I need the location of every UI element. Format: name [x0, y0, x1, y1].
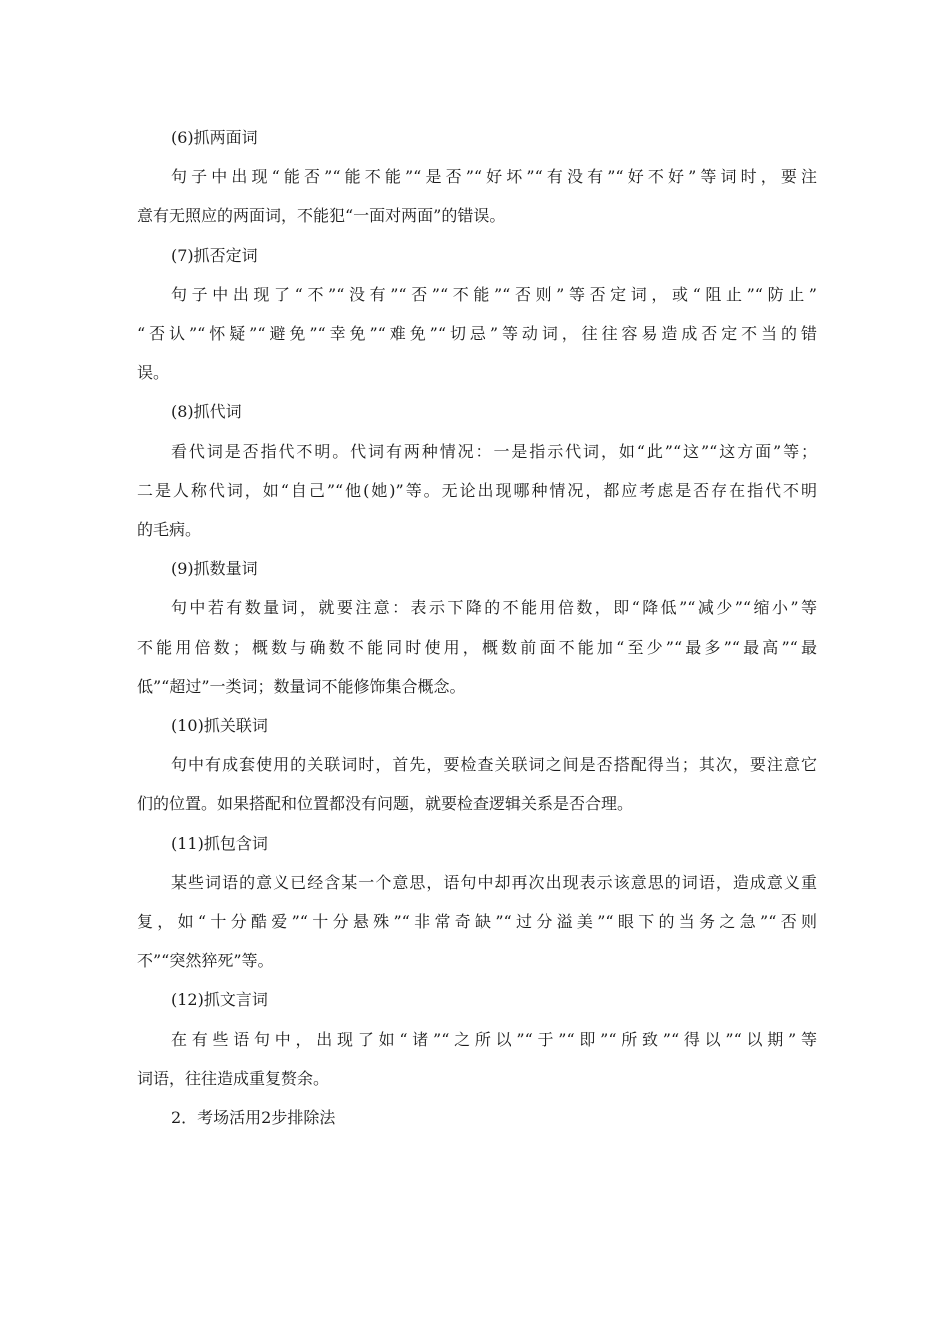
paragraph-line: 复，如“十分酷爱”“十分悬殊”“非常奇缺”“过分溢美”“眼下的当务之急”“否则: [137, 912, 817, 932]
section-heading-7: (7)抓否定词: [171, 245, 258, 265]
section-heading-9: (9)抓数量词: [171, 559, 258, 579]
paragraph-line: 句子中出现“能否”“能不能”“是否”“好坏”“有没有”“好不好”等词时，要注: [171, 167, 817, 187]
paragraph-line: 看代词是否指代不明。代词有两种情况：一是指示代词，如“此”“这”“这方面”等；: [171, 441, 817, 461]
paragraph-line: 句中若有数量词，就要注意：表示下降的不能用倍数，即“降低”“减少”“缩小”等: [171, 598, 817, 618]
paragraph-line: 们的位置。如果搭配和位置都没有问题，就要检查逻辑关系是否合理。: [137, 794, 634, 814]
paragraph-line: 句中有成套使用的关联词时，首先，要检查关联词之间是否搭配得当；其次，要注意它: [171, 755, 817, 775]
paragraph-line: 低”“超过”一类词；数量词不能修饰集合概念。: [137, 676, 466, 696]
paragraph-line: 某些词语的意义已经含某一个意思，语句中却再次出现表示该意思的词语，造成意义重: [171, 872, 817, 892]
paragraph-line: 不能用倍数；概数与确数不能同时使用，概数前面不能加“至少”“最多”“最高”“最: [137, 637, 817, 657]
section-heading-10: (10)抓关联词: [171, 716, 268, 736]
section-heading-6: (6)抓两面词: [171, 128, 258, 147]
section-heading-8: (8)抓代词: [171, 402, 242, 422]
paragraph-line: 在有些语句中，出现了如“诸”“之所以”“于”“即”“所致”“得以”“以期”等: [171, 1029, 817, 1049]
paragraph-line: “否认”“怀疑”“避免”“幸免”“难免”“切忌”等动词，往往容易造成否定不当的错: [137, 324, 817, 344]
paragraph-line: 不”“突然猝死”等。: [137, 951, 274, 971]
paragraph-line: 二是人称代词，如“自己”“他(她)”等。无论出现哪种情况，都应考虑是否存在指代不明: [137, 480, 817, 500]
section-heading-11: (11)抓包含词: [171, 833, 268, 853]
method-heading: 2．考场活用2步排除法: [171, 1108, 336, 1128]
paragraph-line: 意有无照应的两面词，不能犯“一面对两面”的错误。: [137, 206, 506, 226]
document-body: [137, 118, 817, 1137]
paragraph-line: 的毛病。: [137, 520, 202, 540]
paragraph-line: 句子中出现了“不”“没有”“否”“不能”“否则”等否定词，或“阻止”“防止”: [171, 284, 817, 304]
section-heading-12: (12)抓文言词: [171, 990, 268, 1010]
paragraph-line: 词语，往往造成重复赘余。: [137, 1068, 330, 1088]
paragraph-line: 误。: [137, 363, 170, 383]
